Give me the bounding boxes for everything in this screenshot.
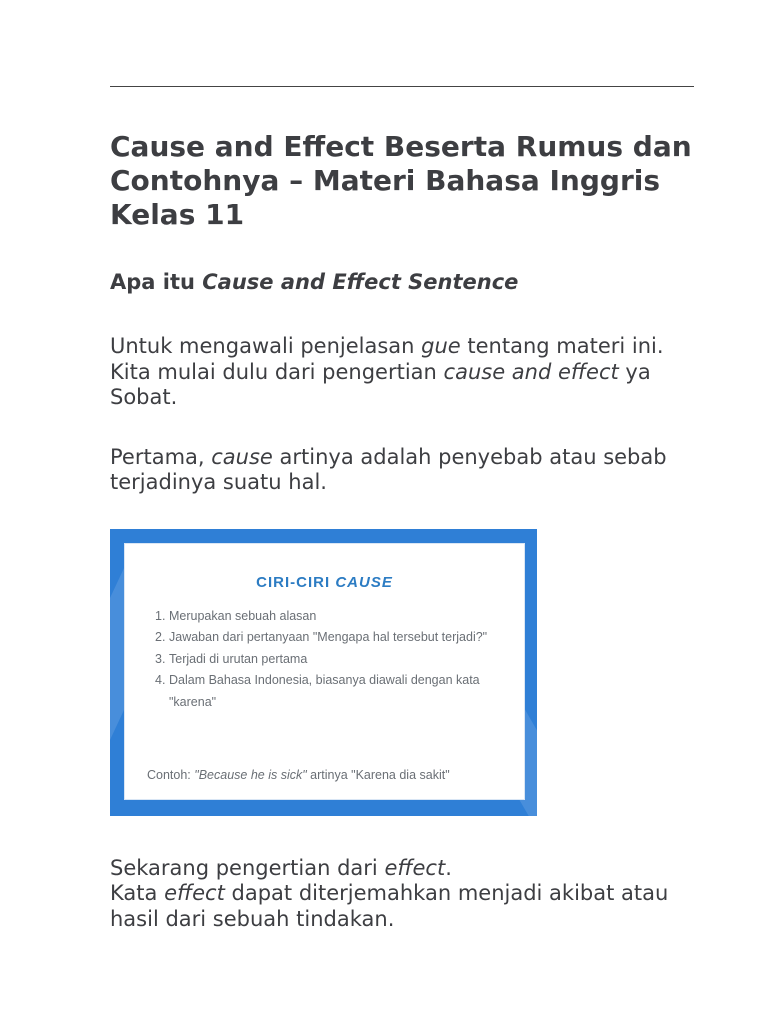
cause-definition-paragraph [110,445,694,496]
section-heading-italic: Cause and Effect Sentence [202,270,519,294]
text-run-italic: gue [421,334,461,358]
list-text: Terjadi di urutan pertama [169,651,308,666]
effect-definition-paragraph [110,881,694,932]
list-text: Jawaban dari pertanyaan "Mengapa hal tersebut terjadi?" [169,630,488,644]
text-run: tentang materi ini. Kita mulai dulu dari pengertian [110,334,664,384]
intro-paragraph [110,334,694,411]
list-item [155,649,515,671]
figure-title-italic: CAUSE [335,573,393,591]
list-number: 4. [155,673,166,687]
text-run: Kata [110,881,165,905]
list-item [155,606,515,628]
example-prefix: Contoh: [147,767,195,782]
list-number: 2. [155,630,166,644]
top-divider [110,86,694,87]
text-run: artinya adalah penyebab atau sebab terjadinya suatu hal. [110,444,667,494]
text-run-italic: effect [384,855,446,880]
article-title: Cause and Effect Beserta Rumus dan Contohnya – Materi Bahasa Inggris Kelas 11 [110,130,692,231]
example-italic: "Because he is sick" [194,767,307,782]
example-suffix: artinya "Karena dia sakit" [306,767,450,782]
text-run: Sekarang pengertian dari [110,855,385,880]
text-run-italic: effect [164,881,225,905]
text-run: Untuk mengawali penjelasan [110,334,422,358]
figure-title [125,574,524,591]
text-run: dapat diterjemahkan menjadi akibat atau hasil dari sebuah tindakan. [110,881,669,931]
text-run-italic: cause [211,444,273,469]
list-text: Merupakan sebuah alasan [169,608,317,623]
list-number: 1. [155,608,166,623]
figure-list [155,606,515,714]
article-body [110,130,694,932]
list-item [155,627,515,649]
figure-title-prefix: CIRI-CIRI [256,573,336,591]
list-text: Dalam Bahasa Indonesia, biasanya diawali dengan kata "karena" [169,673,480,709]
list-number: 3. [155,651,166,666]
section-heading [110,268,694,296]
text-run-italic: cause and effect [443,359,619,384]
section-heading-prefix: Apa itu [110,270,203,294]
ciri-ciri-cause-image [110,529,537,816]
list-item [155,670,515,713]
text-run: . [445,855,452,880]
effect-intro-paragraph [110,856,694,882]
text-run: Pertama, [110,444,212,469]
figure-card [124,543,525,800]
text-run: ya Sobat. [110,359,651,409]
figure-example [147,768,517,782]
